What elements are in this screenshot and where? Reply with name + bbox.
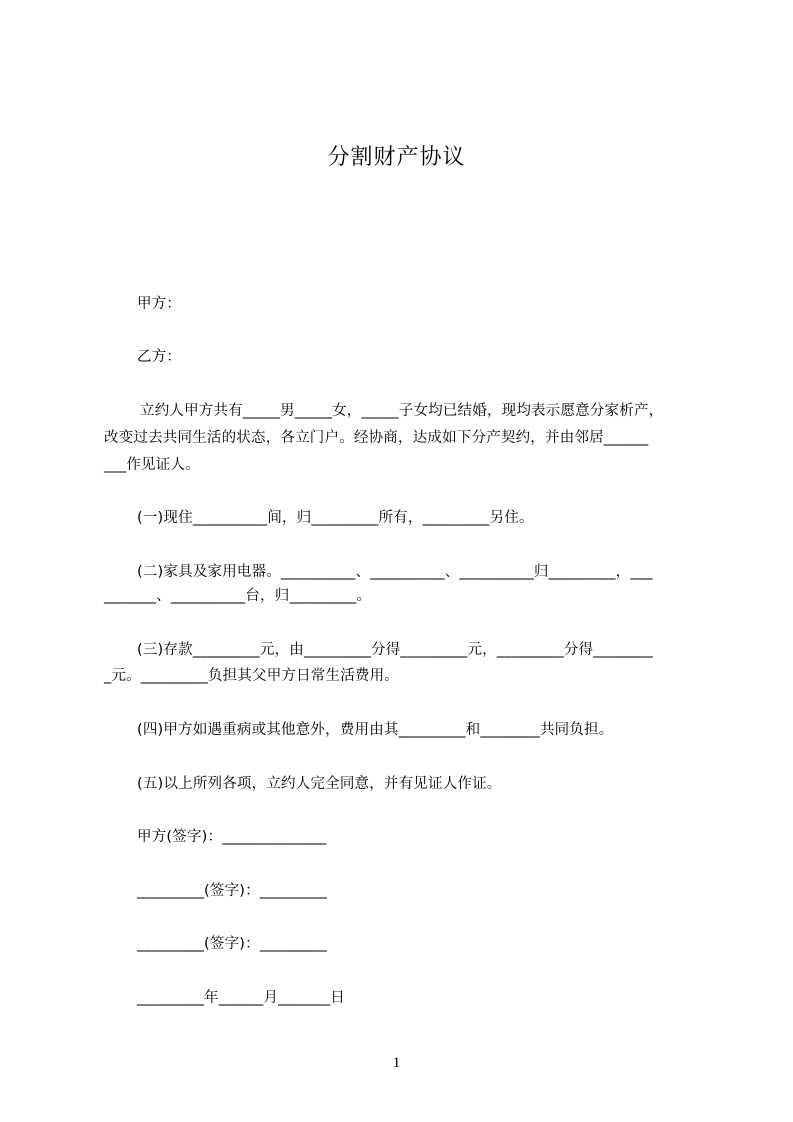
clause-3-line-1: (三)存款_________元，由_________分得_________元，_________分得________ bbox=[137, 642, 653, 658]
party-a-label: 甲方： bbox=[137, 296, 182, 312]
signature-party-a: 甲方(签字)：______________ bbox=[137, 829, 327, 845]
page-number: 1 bbox=[392, 1055, 401, 1071]
signature-line-3: _________(签字)：_________ bbox=[137, 936, 327, 952]
clause-2-line-2: _______、__________台，归_________。 bbox=[104, 588, 372, 604]
document-title: 分割财产协议 bbox=[327, 145, 466, 170]
clause-4: (四)甲方如遇重病或其他意外，费用由其_________和________共同负担。 bbox=[137, 722, 614, 738]
intro-line-2: 改变过去共同生活的状态，各立门户。经协商，达成如下分产契约，并由邻居______ bbox=[104, 430, 649, 446]
signature-line-2: _________(签字)：_________ bbox=[137, 883, 327, 899]
intro-line-1: 立约人甲方共有_____男_____女，_____子女均已结婚，现均表示愿意分家析产， bbox=[140, 403, 664, 419]
clause-3-line-2: _元。_________负担其父甲方日常生活费用。 bbox=[104, 668, 399, 684]
party-b-label: 乙方： bbox=[137, 349, 182, 365]
clause-2-line-1: (二)家具及家用电器。__________、__________、__________归_________，___ bbox=[137, 564, 653, 580]
intro-line-3: ___作见证人。 bbox=[104, 457, 200, 473]
clause-5: (五)以上所列各项，立约人完全同意，并有见证人作证。 bbox=[137, 776, 502, 792]
date-line: _________年______月_______日 bbox=[137, 990, 345, 1006]
clause-1: (一)现住__________间，归_________所有，_________另住。 bbox=[137, 510, 534, 526]
